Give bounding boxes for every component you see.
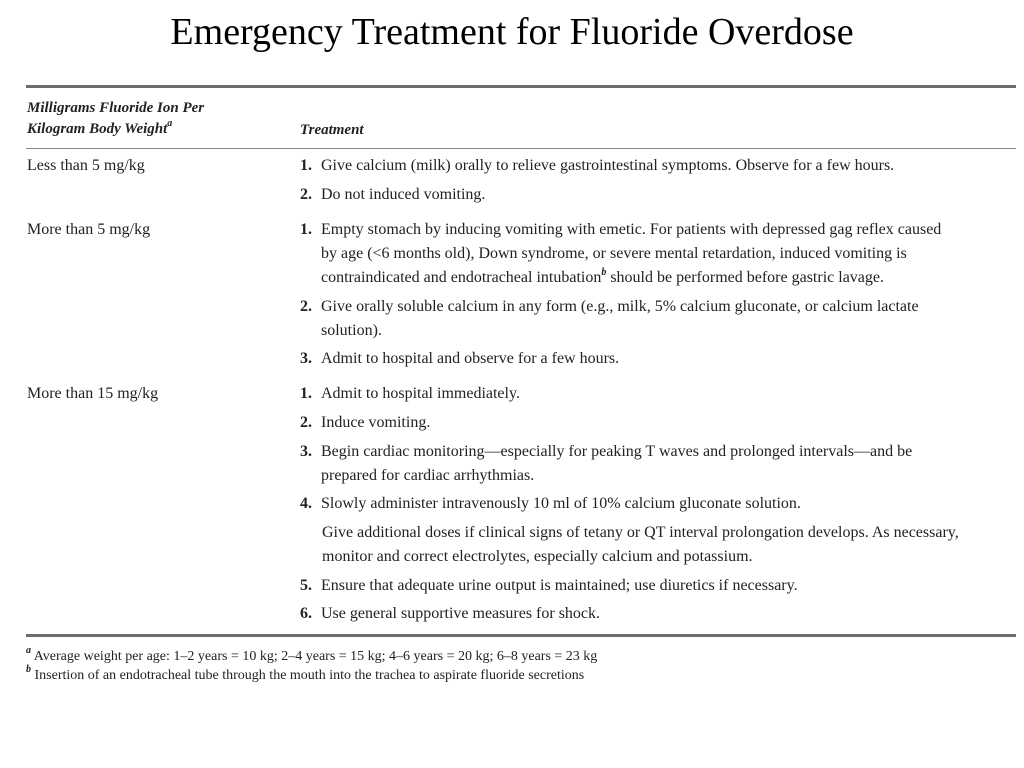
dose-cell: Less than 5 mg/kg <box>27 157 145 174</box>
table-top-rule <box>26 85 1016 88</box>
footnote-b <box>26 664 585 685</box>
item-text: Do not induced vomiting. <box>321 186 486 203</box>
treatment-item <box>300 183 1016 207</box>
treatment-item <box>300 347 1016 371</box>
item-text-line: prepared for cardiac arrhythmias. <box>321 467 535 484</box>
item-text-segment: should be performed before gastric lavage. <box>606 269 884 286</box>
footnote-text: Insertion of an endotracheal tube through the mouth into the trachea to aspirate fluoride secretions <box>34 668 585 683</box>
treatment-item <box>300 382 1016 406</box>
footnote-text: Average weight per age: 1–2 years = 10 kg; 2–4 years = 15 kg; 4–6 years = 20 kg; 6–8 years = 23 kg <box>33 649 598 664</box>
treatment-item <box>300 440 1016 488</box>
item-number: 1. <box>300 157 312 174</box>
item-text-line: Empty stomach by inducing vomiting with emetic. For patients with depressed gag reflex caused <box>321 221 942 238</box>
footnote-b-marker: b <box>601 266 607 278</box>
treatment-item <box>300 411 1016 435</box>
dose-header-line2 <box>27 119 287 140</box>
treatment-item <box>300 295 1016 343</box>
item-number: 1. <box>300 221 312 238</box>
item-number: 2. <box>300 298 312 315</box>
item-number: 6. <box>300 605 312 622</box>
note-line: Give additional doses if clinical signs of tetany or QT interval prolongation develops. As necessary, <box>322 524 959 541</box>
item-text: Admit to hospital and observe for a few hours. <box>321 350 620 367</box>
footnote-mark: b <box>26 664 31 676</box>
item-text <box>321 218 1016 290</box>
item-number: 5. <box>300 577 312 594</box>
item-number: 2. <box>300 186 312 203</box>
note-line: monitor and correct electrolytes, especially calcium and potassium. <box>322 548 753 565</box>
item-text: Induce vomiting. <box>321 414 431 431</box>
item-text-line <box>321 266 1016 290</box>
treatment-note <box>322 521 1022 569</box>
item-text <box>321 295 1016 343</box>
item-text-line: by age (<6 months old), Down syndrome, or severe mental retardation, induced vomiting is <box>321 245 907 262</box>
dose-header-line1: Milligrams Fluoride Ion Per <box>27 100 205 116</box>
item-text <box>321 440 1016 488</box>
dose-cell: More than 5 mg/kg <box>27 221 151 238</box>
dose-header-line2-text: Kilogram Body Weight <box>27 121 168 137</box>
treatment-item <box>300 602 1016 626</box>
treatment-item <box>300 574 1016 598</box>
item-number: 4. <box>300 495 312 512</box>
treatment-item <box>300 492 1016 516</box>
dose-cell: More than 15 mg/kg <box>27 385 159 402</box>
treatment-column-header: Treatment <box>300 122 364 138</box>
item-text: Give calcium (milk) orally to relieve gastrointestinal symptoms. Observe for a few hours. <box>321 157 895 174</box>
page-title: Emergency Treatment for Fluoride Overdose <box>170 11 854 53</box>
footnote-a <box>26 645 598 666</box>
treatment-item <box>300 218 1016 290</box>
item-number: 3. <box>300 443 312 460</box>
item-number: 1. <box>300 385 312 402</box>
item-text: Admit to hospital immediately. <box>321 385 520 402</box>
table-header-rule <box>26 148 1016 149</box>
item-text-line: Begin cardiac monitoring—especially for peaking T waves and prolonged intervals—and be <box>321 443 913 460</box>
table-bottom-rule <box>26 634 1016 637</box>
item-text-segment: contraindicated and endotracheal intubation <box>321 269 602 286</box>
footnote-mark: a <box>26 645 31 657</box>
item-text: Ensure that adequate urine output is maintained; use diuretics if necessary. <box>321 577 798 594</box>
item-text: Use general supportive measures for shock. <box>321 605 601 622</box>
footnote-a-marker: a <box>167 118 173 129</box>
item-text-line: solution). <box>321 322 382 339</box>
treatment-item <box>300 154 1016 178</box>
item-number: 3. <box>300 350 312 367</box>
item-text: Slowly administer intravenously 10 ml of 10% calcium gluconate solution. <box>321 495 801 512</box>
item-text-line: Give orally soluble calcium in any form (e.g., milk, 5% calcium gluconate, or calcium lactate <box>321 298 919 315</box>
dose-column-header <box>27 98 287 140</box>
item-number: 2. <box>300 414 312 431</box>
